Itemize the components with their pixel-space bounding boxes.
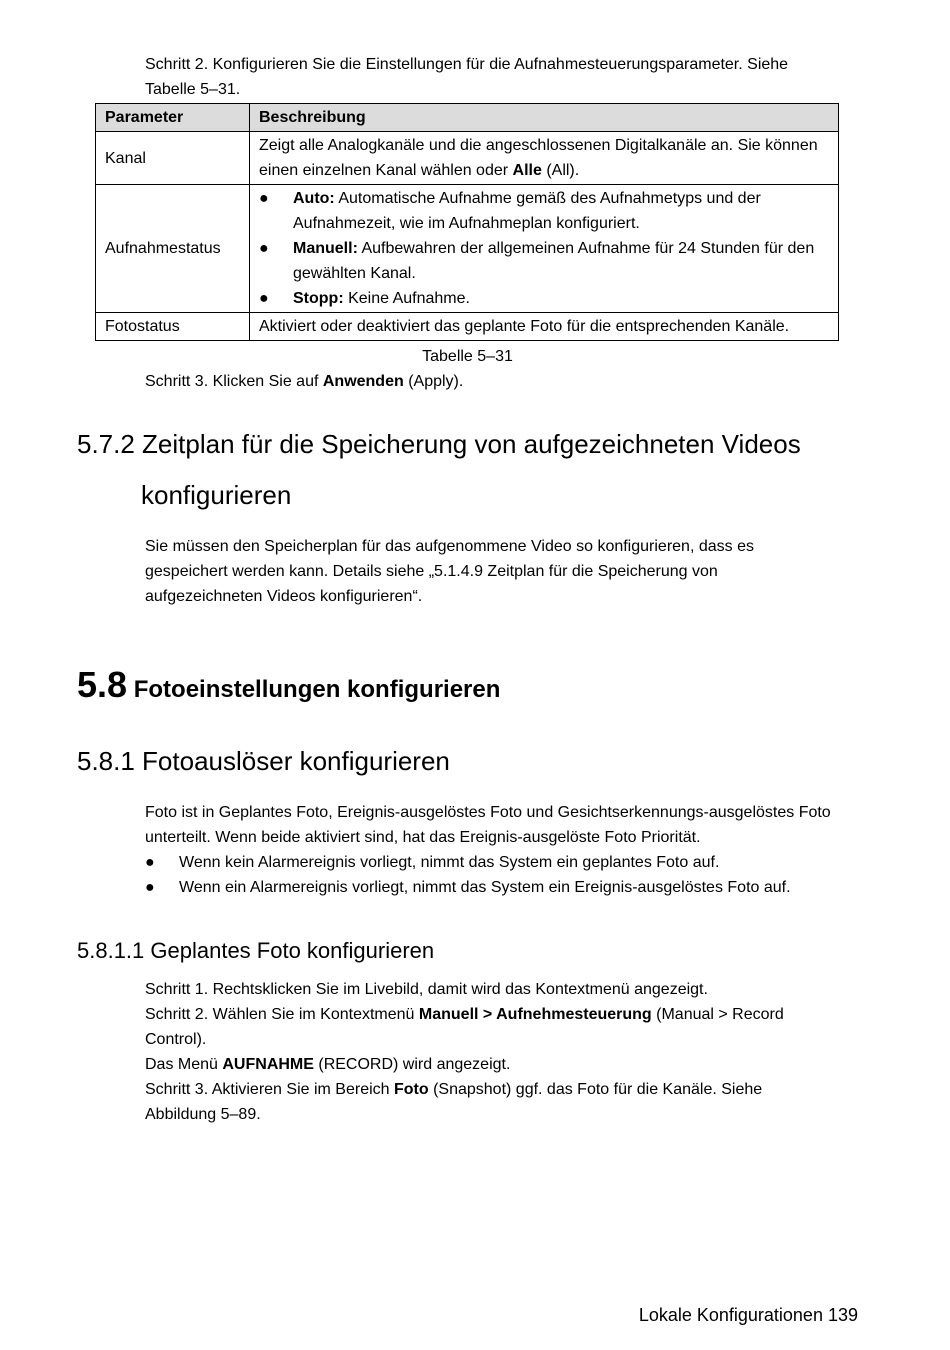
step2-text: Schritt 2. Wählen Sie im Kontextmenü bbox=[145, 1006, 419, 1023]
intro-line-1: Schritt 2. Konfigurieren Sie die Einstellungen für die Aufnahmesteuerungsparameter. Siehe bbox=[145, 56, 789, 73]
step3 bbox=[145, 1077, 835, 1127]
menu-name: AUFNAHME bbox=[222, 1056, 314, 1073]
table-row bbox=[96, 185, 839, 313]
heading-5-8-title: Fotoeinstellungen konfigurieren bbox=[133, 676, 501, 703]
page-footer: Lokale Konfigurationen 139 bbox=[638, 1305, 858, 1325]
table-row bbox=[96, 132, 839, 185]
param-kanal: Kanal bbox=[96, 132, 250, 185]
step3-snapshot-end: (Snapshot) ggf. das Foto für die Kanäle. Siehe Abbildung 5–89. bbox=[145, 1081, 763, 1123]
status-manuell-text: Aufbewahren der allgemeinen Aufnahme für 24 Stunden für den gewählten Kanal. bbox=[293, 240, 815, 282]
step1: Schritt 1. Rechtsklicken Sie im Livebild, damit wird das Kontextmenü angezeigt. bbox=[145, 981, 708, 998]
menu-note bbox=[145, 1052, 835, 1077]
param-aufnahmestatus: Aufnahmestatus bbox=[96, 185, 250, 313]
step2 bbox=[145, 1002, 835, 1052]
desc-kanal-text: Zeigt alle Analogkanäle und die angeschlossenen Digitalkanäle an. Sie können einen einzelnen Kanal wählen oder bbox=[259, 137, 818, 179]
list-item-text: Wenn kein Alarmereignis vorliegt, nimmt das System ein geplantes Foto auf. bbox=[179, 854, 720, 871]
table-header-row bbox=[96, 104, 839, 132]
step3-text: Schritt 3. Klicken Sie auf bbox=[145, 373, 323, 390]
status-list bbox=[259, 186, 829, 311]
bullet-icon: ● bbox=[145, 879, 155, 896]
step3-apply bbox=[145, 369, 845, 394]
step2-menu-path: Manuell > Aufnehmesteuerung bbox=[418, 1006, 652, 1023]
heading-5-8 bbox=[77, 664, 927, 706]
paragraph-5-7-2: Sie müssen den Speicherplan für das aufgenommene Video so konfigurieren, dass es gespeichert werden kann. Details siehe „5.1.4.9 Zeitplan für die Speicherung von aufgezeichneten Videos konfigurieren“. bbox=[145, 538, 754, 605]
list-item bbox=[145, 875, 865, 900]
list-item bbox=[145, 850, 865, 875]
status-auto-text: Automatische Aufnahme gemäß des Aufnahmetyps und der Aufnahmezeit, wie im Aufnahmeplan konfiguriert. bbox=[293, 190, 761, 232]
table-caption: Tabelle 5–31 bbox=[422, 348, 513, 365]
desc-kanal bbox=[250, 132, 839, 185]
step3-end: (Apply). bbox=[403, 373, 464, 390]
apply-label: Anwenden bbox=[322, 373, 404, 390]
list-item-text: Wenn ein Alarmereignis vorliegt, nimmt das System ein Ereignis-ausgelöstes Foto auf. bbox=[179, 879, 791, 896]
status-manuell-label: Manuell: bbox=[293, 240, 358, 257]
bullet-icon: ● bbox=[259, 190, 269, 207]
bullet-icon: ● bbox=[259, 240, 269, 257]
desc-kanal-bold: Alle bbox=[512, 162, 542, 179]
paragraph-5-8-1: Foto ist in Geplantes Foto, Ereignis-ausgelöstes Foto und Gesichtserkennungs-ausgelöstes Foto unterteilt. Wenn beide aktiviert sind, hat das Ereignis-ausgelöste Foto Priorität. bbox=[145, 804, 831, 846]
table-row bbox=[96, 313, 839, 341]
step2-end: (Manual > Record Control). bbox=[145, 1006, 784, 1048]
menu-note-text: Das Menü bbox=[145, 1056, 223, 1073]
table-header-parameter: Parameter bbox=[96, 104, 250, 132]
status-item-stopp bbox=[259, 286, 829, 311]
intro-paragraph bbox=[145, 52, 845, 102]
table-header-description: Beschreibung bbox=[250, 104, 839, 132]
param-fotostatus: Fotostatus bbox=[96, 313, 250, 341]
heading-5-7-2: 5.7.2 Zeitplan für die Speicherung von aufgezeichneten Videos bbox=[77, 429, 801, 459]
heading-5-7-2-cont: konfigurieren bbox=[141, 480, 292, 510]
bullet-icon: ● bbox=[145, 854, 155, 871]
parameter-table bbox=[95, 103, 839, 341]
status-item-manuell bbox=[259, 236, 829, 286]
status-item-auto bbox=[259, 186, 829, 236]
heading-5-8-1: 5.8.1 Fotoauslöser konfigurieren bbox=[77, 746, 450, 776]
heading-5-8-number: 5.8 bbox=[77, 664, 128, 705]
steps-5-8-1-1 bbox=[145, 977, 835, 1127]
intro-line-2: Tabelle 5–31. bbox=[145, 81, 241, 98]
desc-aufnahmestatus bbox=[250, 185, 839, 313]
status-stopp-label: Stopp: bbox=[293, 290, 344, 307]
heading-5-8-1-1: 5.8.1.1 Geplantes Foto konfigurieren bbox=[77, 938, 435, 963]
menu-note-end: (RECORD) wird angezeigt. bbox=[313, 1056, 511, 1073]
bullet-list-5-8-1 bbox=[145, 850, 865, 900]
status-auto-label: Auto: bbox=[293, 190, 335, 207]
desc-kanal-end: (All). bbox=[541, 162, 580, 179]
foto-label: Foto bbox=[393, 1081, 429, 1098]
bullet-icon: ● bbox=[259, 290, 269, 307]
desc-fotostatus: Aktiviert oder deaktiviert das geplante Foto für die entsprechenden Kanäle. bbox=[250, 313, 839, 341]
status-stopp-text: Keine Aufnahme. bbox=[343, 290, 470, 307]
step3-snapshot-text: Schritt 3. Aktivieren Sie im Bereich bbox=[145, 1081, 394, 1098]
